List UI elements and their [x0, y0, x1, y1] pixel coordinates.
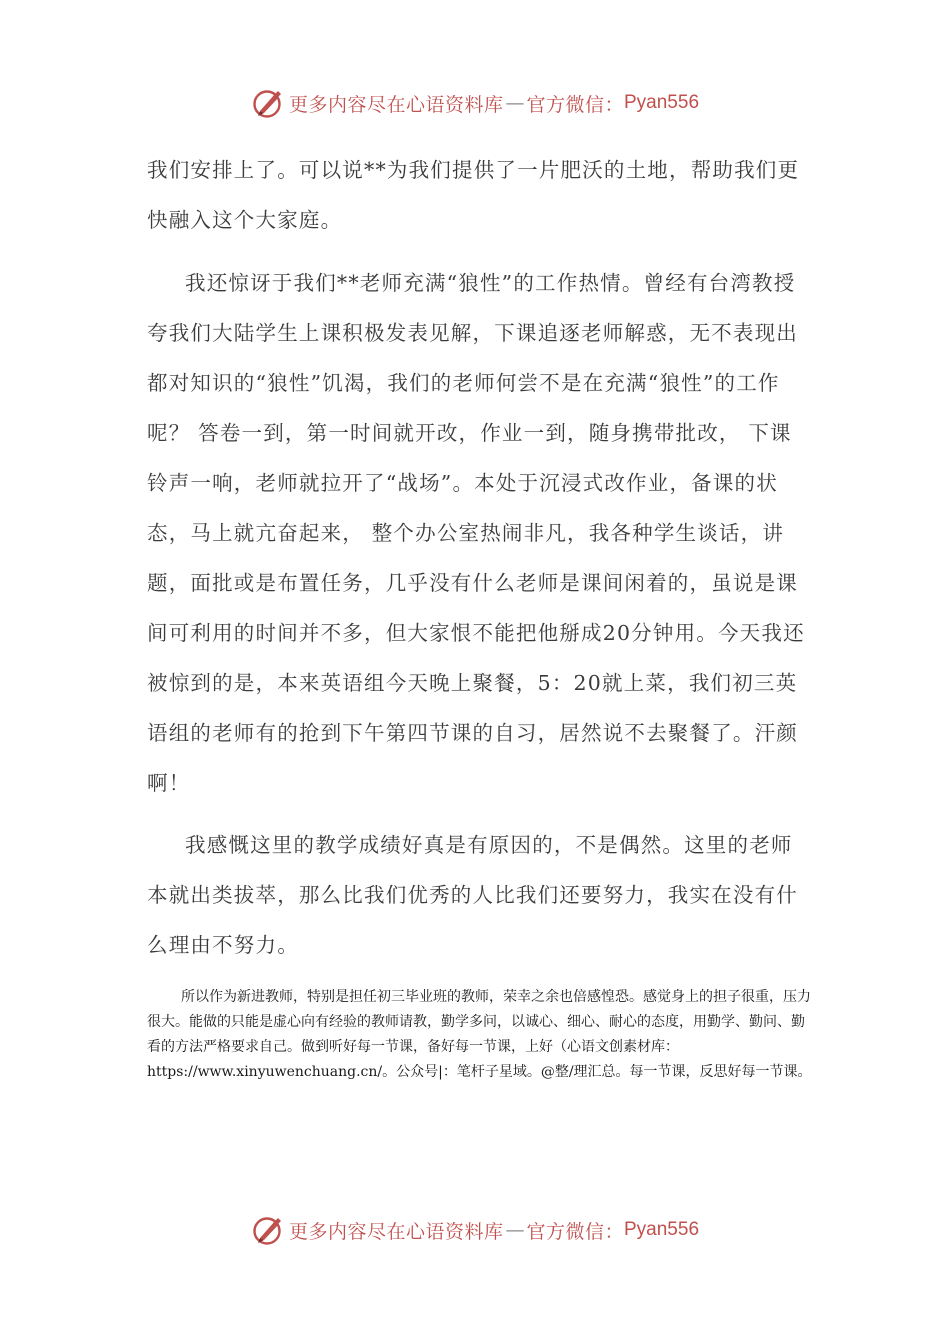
banner-slogan: 更多内容尽在心语资料库 [288, 1220, 504, 1243]
banner-wechat-id: Pyan556 [624, 1219, 700, 1240]
pen-logo-icon [251, 86, 285, 120]
banner-separator: — [505, 1219, 525, 1241]
banner-wechat-label: 官方微信： [526, 1220, 624, 1243]
small-paragraph: 所以作为新进教师，特别是担任初三毕业班的教师，荣幸之余也倍感惶恐。感觉身上的担子很重，压力很大。能做的只能是虚心向有经验的教师请教，勤学多问，以诚心、细心、耐心的态度，用勤学、勤问、勤看的方法严格要求自己。做到听好每一节课，备好每一节课，上好（心语文创素材库：https://www.xinyuwenchuang.cn/。公众号|：笔杆子星域。@整/理汇总。每一节课，反思好每一节课。 [147, 989, 812, 1080]
header-banner [0, 83, 950, 123]
footer-banner [0, 1210, 950, 1250]
banner-slogan: 更多内容尽在心语资料库 [288, 93, 504, 116]
banner-wechat-label: 官方微信： [526, 93, 624, 116]
paragraph-1: 我们安排上了。可以说**为我们提供了一片肥沃的土地，帮助我们更快融入这个大家庭。 [147, 158, 800, 232]
banner-wechat-id: Pyan556 [624, 92, 700, 113]
banner-separator: — [505, 92, 525, 114]
paragraph-3: 我感慨这里的教学成绩好真是有原因的，不是偶然。这里的老师本就出类拔萃，那么比我们优秀的人比我们还要努力，我实在没有什么理由不努力。 [147, 833, 798, 957]
paragraph-2: 我还惊讶于我们**老师充满“狼性”的工作热情。曾经有台湾教授夸我们大陆学生上课积极发表见解，下课追逐老师解惑，无不表现出都对知识的“狼性”饥渴，我们的老师何尝不是在充满“狼性”的工作呢？ 答卷一到，第一时间就开改，作业一到，随身携带批改， 下课铃声一响，老师就拉开了“战场”。本处于沉浸式改作业，备课的状态，马上就亢奋起来， 整个办公室热闹非凡，我各种学生谈话，讲题，面批或是布置任务，几乎没有什么老师是课间闲着的，虽说是课间可利用的时间并不多，但大家恨不能把他掰成20分钟用。今天我还被惊到的是，本来英语组今天晚上聚餐，5：20就上菜，我们初三英语组的老师有的抢到下午第四节课的自习，居然说不去聚餐了。汗颜啊！ [147, 271, 805, 795]
pen-logo-icon [251, 1213, 285, 1247]
